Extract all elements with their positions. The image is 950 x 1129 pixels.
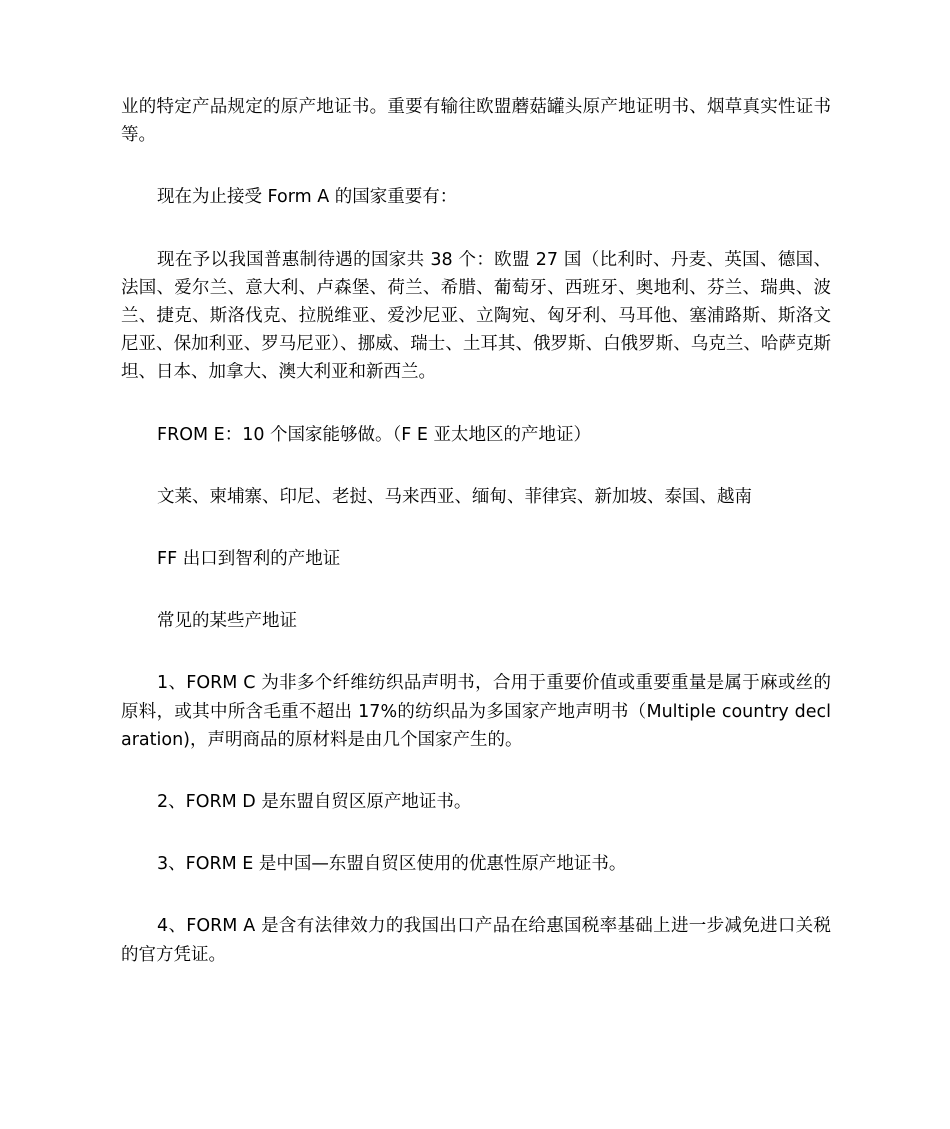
paragraph-common-certificates: 常见的某些产地证 xyxy=(157,611,297,632)
paragraph-form-a-intro: 现在为止接受 Form A 的国家重要有： xyxy=(157,187,458,208)
document-page xyxy=(121,93,831,969)
paragraph-gsp-countries: 现在予以我国普惠制待遇的国家共 38 个：欧盟 27 国（比利时、丹麦、英国、德国、法国、爱尔兰、意大利、卢森堡、荷兰、希腊、葡萄牙、西班牙、奥地利、芬兰、瑞典、波兰、捷克、斯洛伐克、拉脱维亚、爱沙尼亚、立陶宛、匈牙利、马耳他、塞浦路斯、斯洛文尼亚、保加利亚、罗马尼亚）、挪威、瑞士、土耳其、俄罗斯、白俄罗斯、乌克兰、哈萨克斯坦、日本、加拿大、澳大利亚和新西兰。 xyxy=(121,249,831,383)
paragraph-form-c: 1、FORM C 为非多个纤维纺织品声明书，合用于重要价值或重要重量是属于麻或丝的原料，或其中所含毛重不超出 17%的纺织品为多国家产地声明书（Multiple country declaration)，声明商品的原材料是由几个国家产生的。 xyxy=(121,673,831,750)
paragraph-form-a: 4、FORM A 是含有法律效力的我国出口产品在给惠国税率基础上进一步减免进口关税的官方凭证。 xyxy=(121,916,831,965)
paragraph-certificate-types: 业的特定产品规定的原产地证书。重要有输往欧盟蘑菇罐头原产地证明书、烟草真实性证书等。 xyxy=(121,97,831,146)
paragraph-form-e-intro: FROM E：10 个国家能够做。（F E 亚太地区的产地证） xyxy=(157,424,592,445)
paragraph-form-e: 3、FORM E 是中国—东盟自贸区使用的优惠性原产地证书。 xyxy=(157,854,627,875)
paragraph-asean-countries: 文莱、柬埔寨、印尼、老挝、马来西亚、缅甸、菲律宾、新加坡、泰国、越南 xyxy=(157,486,752,507)
paragraph-ff-chile: FF 出口到智利的产地证 xyxy=(157,549,341,570)
paragraph-form-d: 2、FORM D 是东盟自贸区原产地证书。 xyxy=(157,792,472,813)
